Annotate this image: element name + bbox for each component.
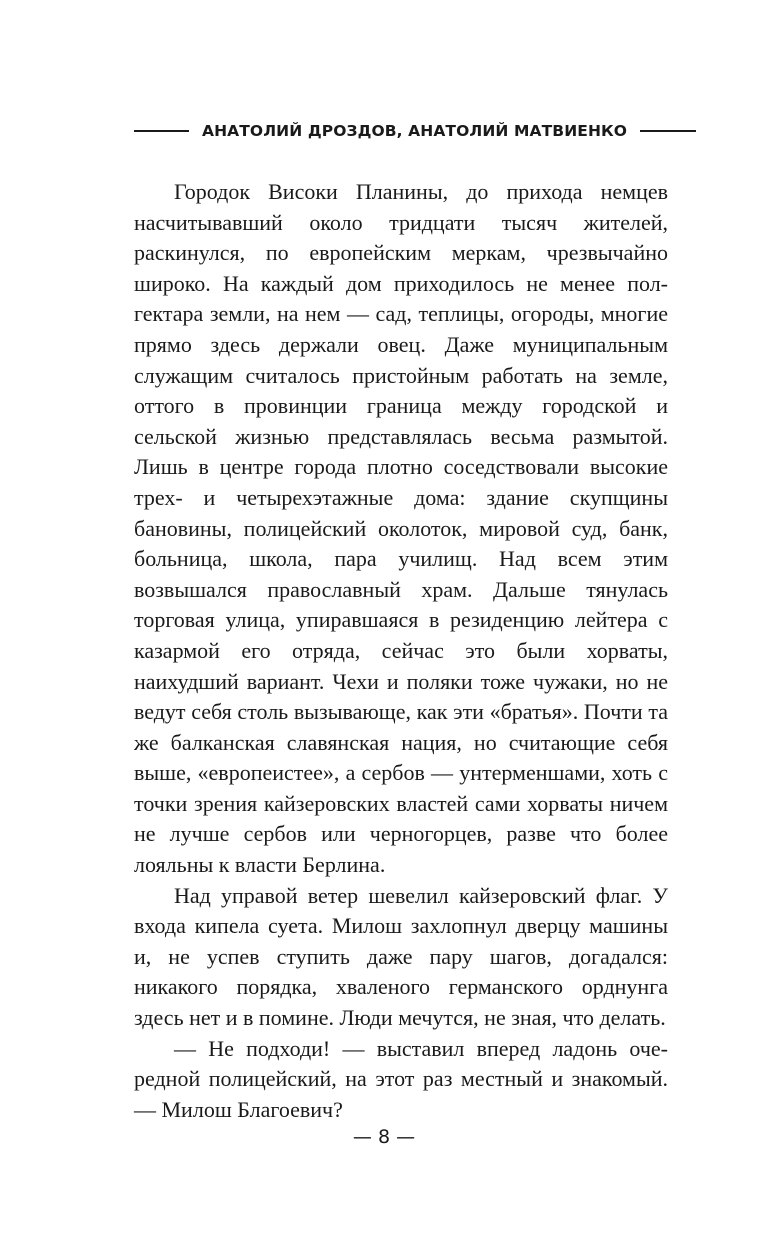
paragraph: Над управой ветер шевелил кайзеровский флаг. У входа кипела суета. Милош захлопнул дверцу машины и, не успев ступить даже пару шагов, догадался: никакого порядка, хваленого германского орднунга здесь нет и в помине. Люди мечутся, не зная, что делать. (134, 882, 668, 1031)
paragraph: Городок Високи Планины, до прихода немцев насчитывавший около тридцати тысяч жителей, раскинулся, по европейским меркам, чрезвычайно широко. На каждый дом приходилось не менее полгектара земли, на нем — сад, теплицы, огороды, многие прямо здесь держали овец. Даже муниципальным служащим считалось пристойным работать на земле, оттого в провинции граница между городской и сельской жизнью представлялась весьма размытой. Лишь в центре города плотно соседствовали высокие трех- и четырехэтажные дома: здание скупщины бановины, полицейский околоток, мировой суд, банк, больница, школа, пара училищ. Над всем этим возвышался православный храм. Дальше тянулась торговая улица, упиравшаяся в резиденцию лейтера с казармой его отряда, сейчас это были хорваты, наихудший вариант. Чехи и поляки тоже чужаки, но не ведут себя столь вызывающе, как эти «братья». Почти та же балканская славянская нация, но считающие себя выше, «европеистее», а сербов — унтерменшами, хоть с точки зрения кайзеровских властей сами хорваты ничем не лучше сербов или черногорцев, разве что более лояльны к власти Берлина. (134, 179, 668, 878)
header-rule-left (134, 130, 189, 132)
paragraph: — Не подходи! — выставил вперед ладонь очередной полицейский, на этот раз местный и знакомый. — Милош Благоевич? (134, 1035, 668, 1122)
running-header-title: АНАТОЛИЙ ДРОЗДОВ, АНАТОЛИЙ МАТВИЕНКО (202, 122, 628, 140)
running-header (134, 117, 668, 145)
page-number: — 8 — (352, 1126, 416, 1148)
page-body (134, 177, 668, 1125)
header-rule-right (640, 130, 696, 132)
